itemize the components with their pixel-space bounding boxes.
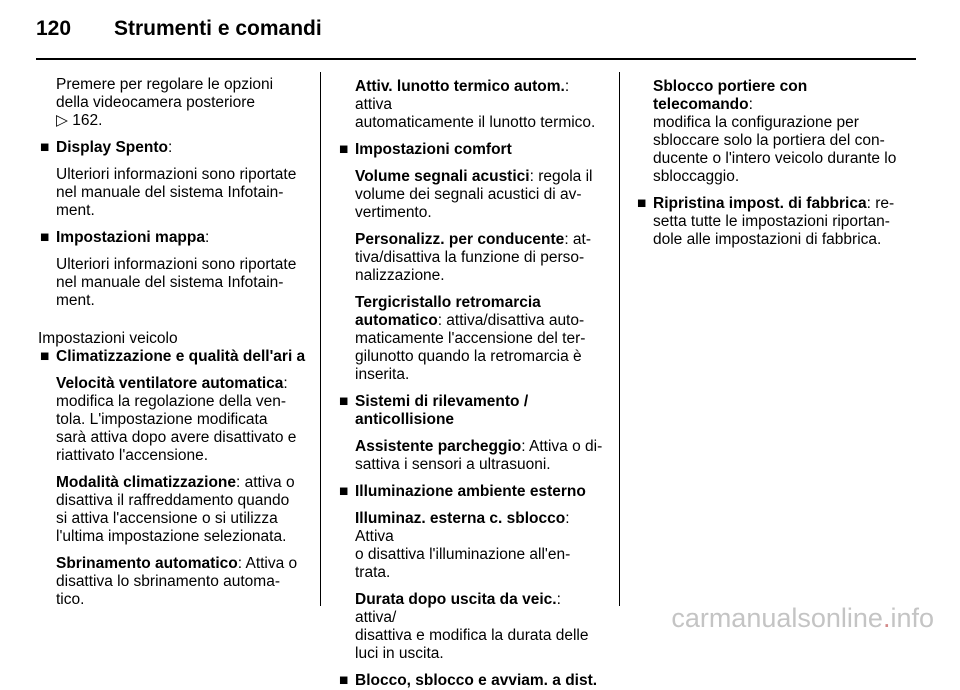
text-run: :: [748, 96, 753, 113]
bullet-icon: ■: [339, 672, 349, 689]
driver-personalization-entry: [355, 231, 605, 285]
detection-heading: Sistemi di rilevamento /: [355, 393, 529, 410]
column-3: [635, 78, 905, 249]
text-run: : Attiva o di-: [521, 438, 603, 455]
text-line: sattiva i sensori a ultrasuoni.: [355, 456, 551, 473]
exit-lighting-entry: [355, 591, 605, 663]
auto-defrost-entry: [56, 555, 306, 609]
text-line: Premere per regolare le opzioni: [56, 76, 274, 93]
watermark-dot: .: [882, 603, 891, 633]
text-line: si attiva l'accensione o si utilizza: [56, 510, 278, 527]
text-line: automaticamente il lunotto termico.: [355, 114, 596, 131]
text-line: disattiva il raffreddamento quando: [56, 492, 290, 509]
text-line: modifica la configurazione per: [653, 114, 859, 131]
text-line: sbloccare solo la portiera del con-: [653, 132, 885, 149]
climate-mode-label: Modalità climatizzazione: [56, 474, 237, 491]
text-line: riattivato l'accensione.: [56, 447, 209, 464]
text-run: : attiva/: [355, 591, 561, 626]
unlock-lighting-entry: [355, 510, 605, 582]
map-settings-text: [56, 256, 306, 310]
chime-volume-entry: [355, 168, 605, 222]
detection-heading-cont: anticollisione: [355, 411, 455, 428]
remote-lock-item: [337, 672, 605, 690]
column-divider-right: [619, 72, 620, 606]
text-run: : re-: [866, 195, 895, 212]
text-run: : Attiva: [355, 510, 570, 545]
bullet-icon: ■: [637, 195, 647, 212]
text-line: nel manuale del sistema Infotain-: [56, 184, 284, 201]
reverse-wiper-entry: [355, 294, 605, 384]
text-run: : attiva/disattiva auto-: [437, 312, 585, 329]
text-line: tiva/disattiva la funzione di perso-: [355, 249, 585, 266]
text-line: luci in uscita.: [355, 645, 444, 662]
remote-unlock-label: Sblocco portiere con telecomando: [653, 78, 808, 113]
text-line: tola. L'impostazione modificata: [56, 411, 268, 428]
auto-defrost-label: Sbrinamento automatico: [56, 555, 238, 572]
fan-speed-entry: [56, 375, 306, 465]
text-run: : at-: [564, 231, 592, 248]
display-off-item: [38, 139, 306, 220]
display-off-text: [56, 166, 306, 220]
bullet-icon: ■: [339, 483, 349, 500]
bullet-icon: ■: [40, 139, 50, 156]
factory-reset-item: [635, 195, 905, 249]
park-assist-entry: [355, 438, 605, 474]
climate-heading: Climatizzazione e qualità dell'ari a: [56, 348, 306, 365]
reverse-wiper-label-cont: automatico: [355, 312, 438, 329]
text-run: : regola il: [529, 168, 593, 185]
text-line: disattiva lo sbrinamento automa-: [56, 573, 281, 590]
text-run: : attiva o: [236, 474, 295, 491]
watermark-tld: info: [890, 603, 934, 633]
text-line: maticamente l'accensione del ter-: [355, 330, 586, 347]
camera-intro: [38, 76, 306, 130]
header-rule: [36, 58, 916, 60]
park-assist-label: Assistente parcheggio: [355, 438, 522, 455]
reverse-wiper-label: Tergicristallo retromarcia: [355, 294, 541, 311]
text-line: gilunotto quando la retromarcia è: [355, 348, 582, 365]
text-line: ducente o l'intero veicolo durante lo: [653, 150, 897, 167]
text-line: vertimento.: [355, 204, 432, 221]
column-divider-left: [320, 72, 321, 606]
remote-unlock-entry: [635, 78, 905, 186]
text-line: tico.: [56, 591, 85, 608]
detection-item: [337, 393, 605, 474]
text-run: : attiva: [355, 78, 570, 113]
bullet-icon: ■: [40, 348, 50, 365]
map-settings-heading: Impostazioni mappa: [56, 229, 205, 246]
rear-window-entry: [337, 78, 605, 132]
text-line: sarà attiva dopo avere disattivato e: [56, 429, 297, 446]
bullet-icon: ■: [40, 229, 50, 246]
text-line: sbloccaggio.: [653, 168, 740, 185]
rear-window-label: Attiv. lunotto termico autom.: [355, 78, 565, 95]
page-reference: ▷ 162.: [56, 112, 103, 129]
text-run: :: [167, 139, 173, 156]
page-header: [0, 0, 960, 60]
exterior-lighting-item: [337, 483, 605, 663]
text-line: ment.: [56, 292, 95, 309]
text-line: della videocamera posteriore: [56, 94, 256, 111]
text-run: :: [283, 375, 288, 392]
text-line: nel manuale del sistema Infotain-: [56, 274, 284, 291]
page-title: Strumenti e comandi: [114, 17, 322, 40]
fan-speed-label: Velocità ventilatore automatica: [56, 375, 284, 392]
driver-personalization-label: Personalizz. per conducente: [355, 231, 565, 248]
text-line: o disattiva l'illuminazione all'en-: [355, 546, 571, 563]
text-run: :: [205, 229, 210, 246]
watermark-text: carmanualsonline: [671, 603, 883, 633]
text-line: nalizzazione.: [355, 267, 445, 284]
map-settings-item: [38, 229, 306, 310]
climate-item: [38, 348, 306, 609]
text-run: : Attiva o: [237, 555, 298, 572]
text-line: inserita.: [355, 366, 410, 383]
comfort-heading: Impostazioni comfort: [355, 141, 512, 158]
display-off-heading: Display Spento: [56, 139, 168, 156]
column-2: [337, 78, 605, 690]
text-line: ment.: [56, 202, 95, 219]
watermark: [671, 603, 934, 634]
unlock-lighting-label: Illuminaz. esterna c. sblocco: [355, 510, 566, 527]
text-line: disattiva e modifica la durata delle: [355, 627, 589, 644]
vehicle-settings-heading: Impostazioni veicolo: [38, 330, 178, 347]
bullet-icon: ■: [339, 393, 349, 410]
text-line: l'ultima impostazione selezionata.: [56, 528, 287, 545]
page-number: 120: [36, 17, 72, 40]
factory-reset-label: Ripristina impost. di fabbrica: [653, 195, 867, 212]
remote-lock-heading: Blocco, sblocco e avviam. a dist.: [355, 672, 598, 689]
chime-volume-label: Volume segnali acustici: [355, 168, 530, 185]
climate-mode-entry: [56, 474, 306, 546]
text-line: volume dei segnali acustici di av-: [355, 186, 582, 203]
text-line: Ulteriori informazioni sono riportate: [56, 166, 297, 183]
exit-lighting-label: Durata dopo uscita da veic.: [355, 591, 557, 608]
comfort-item: [337, 141, 605, 384]
column-1: [38, 76, 306, 609]
text-line: setta tutte le impostazioni riportan-: [653, 213, 890, 230]
text-line: trata.: [355, 564, 391, 581]
text-line: Ulteriori informazioni sono riportate: [56, 256, 297, 273]
exterior-lighting-heading: Illuminazione ambiente esterno: [355, 483, 586, 500]
bullet-icon: ■: [339, 141, 349, 158]
text-line: dole alle impostazioni di fabbrica.: [653, 231, 882, 248]
text-line: modifica la regolazione della ven-: [56, 393, 287, 410]
